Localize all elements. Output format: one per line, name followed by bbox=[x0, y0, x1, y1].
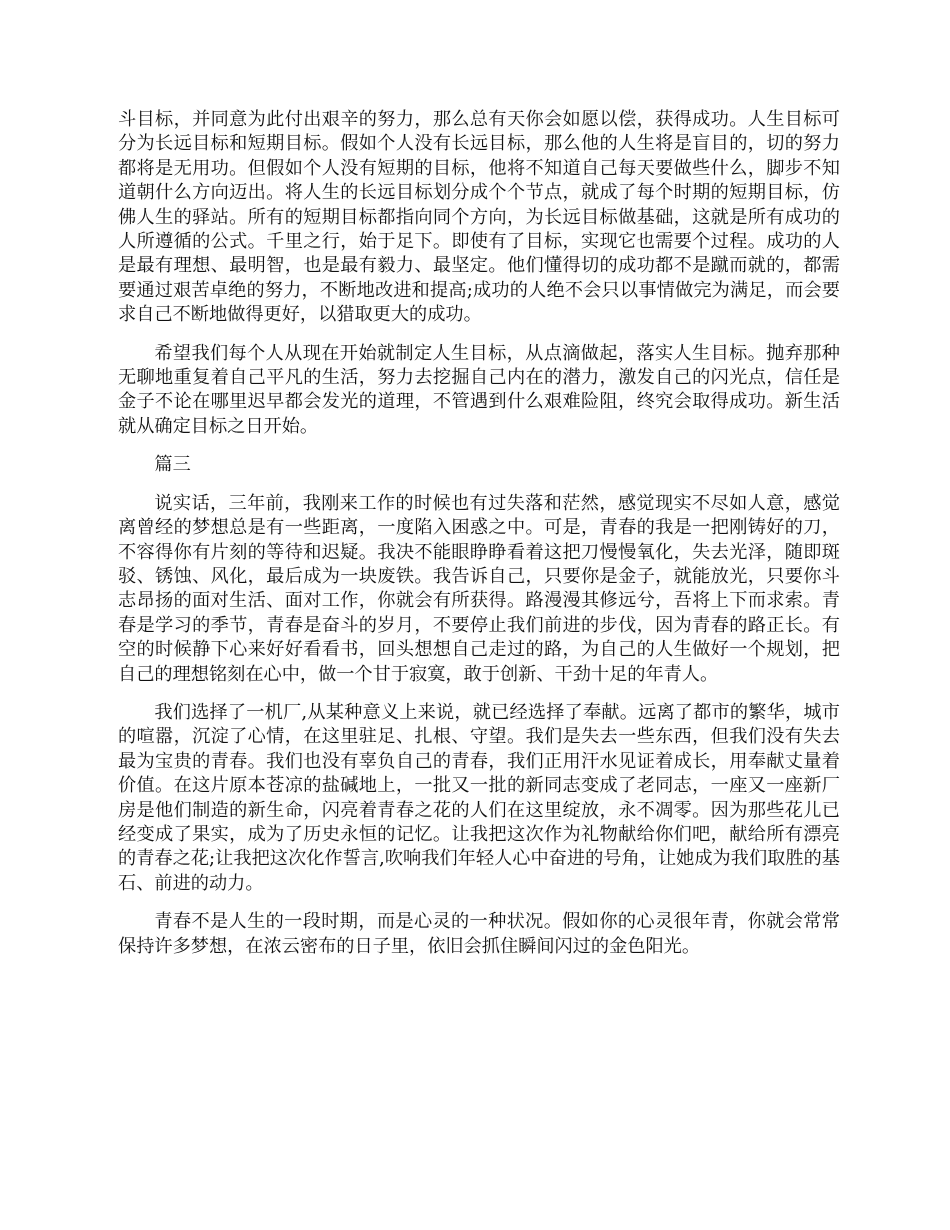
paragraph-3: 说实话，三年前，我刚来工作的时候也有过失落和茫然，感觉现实不尽如人意，感觉离曾经的梦想总是有一些距离，一度陷入困惑之中。可是，青春的我是一把刚铸好的刀，不容得你有片刻的等待和迟疑。我决不能眼睁睁看着这把刀慢慢氧化，失去光泽，随即斑驳、锈蚀、风化，最后成为一块废铁。我告诉自己，只要你是金子，就能放光，只要你斗志昂扬的面对生活、面对工作，你就会有所获得。路漫漫其修远兮，吾将上下而求索。青春是学习的季节，青春是奋斗的岁月，不要停止我们前进的步伐，因为青春的路正长。有空的时候静下心来好好看看书，回头想想自己走过的路，为自己的人生做好一个规划，把自己的理想铭刻在心中，做一个甘于寂寞，敢于创新、干劲十足的年青人。 bbox=[118, 492, 840, 685]
paragraph-5: 青春不是人生的一段时期，而是心灵的一种状况。假如你的心灵很年青，你就会常常保持许多梦想，在浓云密布的日子里，依旧会抓住瞬间闪过的金色阳光。 bbox=[118, 911, 840, 957]
paragraph-2: 希望我们每个人从现在开始就制定人生目标，从点滴做起，落实人生目标。抛弃那种无聊地重复着自己平凡的生活，努力去挖掘自己内在的潜力，激发自己的闪光点，信任是金子不论在哪里迟早都会发光的道理，不管遇到什么艰难险阻，终究会取得成功。新生活就从确定目标之日开始。 bbox=[118, 342, 840, 437]
section-heading: 篇三 bbox=[154, 454, 191, 476]
document-body bbox=[118, 108, 840, 973]
paragraph-4: 我们选择了一机厂,从某种意义上来说，就已经选择了奉献。远离了都市的繁华，城市的喧嚣，沉淀了心情，在这里驻足、扎根、守望。我们是失去一些东西，但我们没有失去最为宝贵的青春。我们也没有辜负自己的青春，我们正用汗水见证着成长，用奉献丈量着价值。在这片原本苍凉的盐碱地上，一批又一批的新同志变成了老同志，一座又一座新厂房是他们制造的新生命，闪亮着青春之花的人们在这里绽放，永不凋零。因为那些花儿已经变成了果实，成为了历史永恒的记忆。让我把这次作为礼物献给你们吧，献给所有漂亮的青春之花;让我把这次化作誓言,吹响我们年轻人心中奋进的号角，让她成为我们取胜的基石、前进的动力。 bbox=[118, 701, 840, 894]
paragraph-1: 斗目标，并同意为此付出艰辛的努力，那么总有天你会如愿以偿，获得成功。人生目标可分为长远目标和短期目标。假如个人没有长远目标，那么他的人生将是盲目的，切的努力都将是无用功。但假如个人没有短期的目标，他将不知道自己每天要做些什么，脚步不知道朝什么方向迈出。将人生的长远目标划分成个个节点，就成了每个时期的短期目标，仿佛人生的驿站。所有的短期目标都指向同个方向，为长远目标做基础，这就是所有成功的人所遵循的公式。千里之行，始于足下。即使有了目标，实现它也需要个过程。成功的人是最有理想、最明智，也是最有毅力、最坚定。他们懂得切的成功都不是蹴而就的，都需要通过艰苦卓绝的努力，不断地改进和提高;成功的人绝不会只以事情做完为满足，而会要求自己不断地做得更好，以猎取更大的成功。 bbox=[118, 109, 840, 326]
